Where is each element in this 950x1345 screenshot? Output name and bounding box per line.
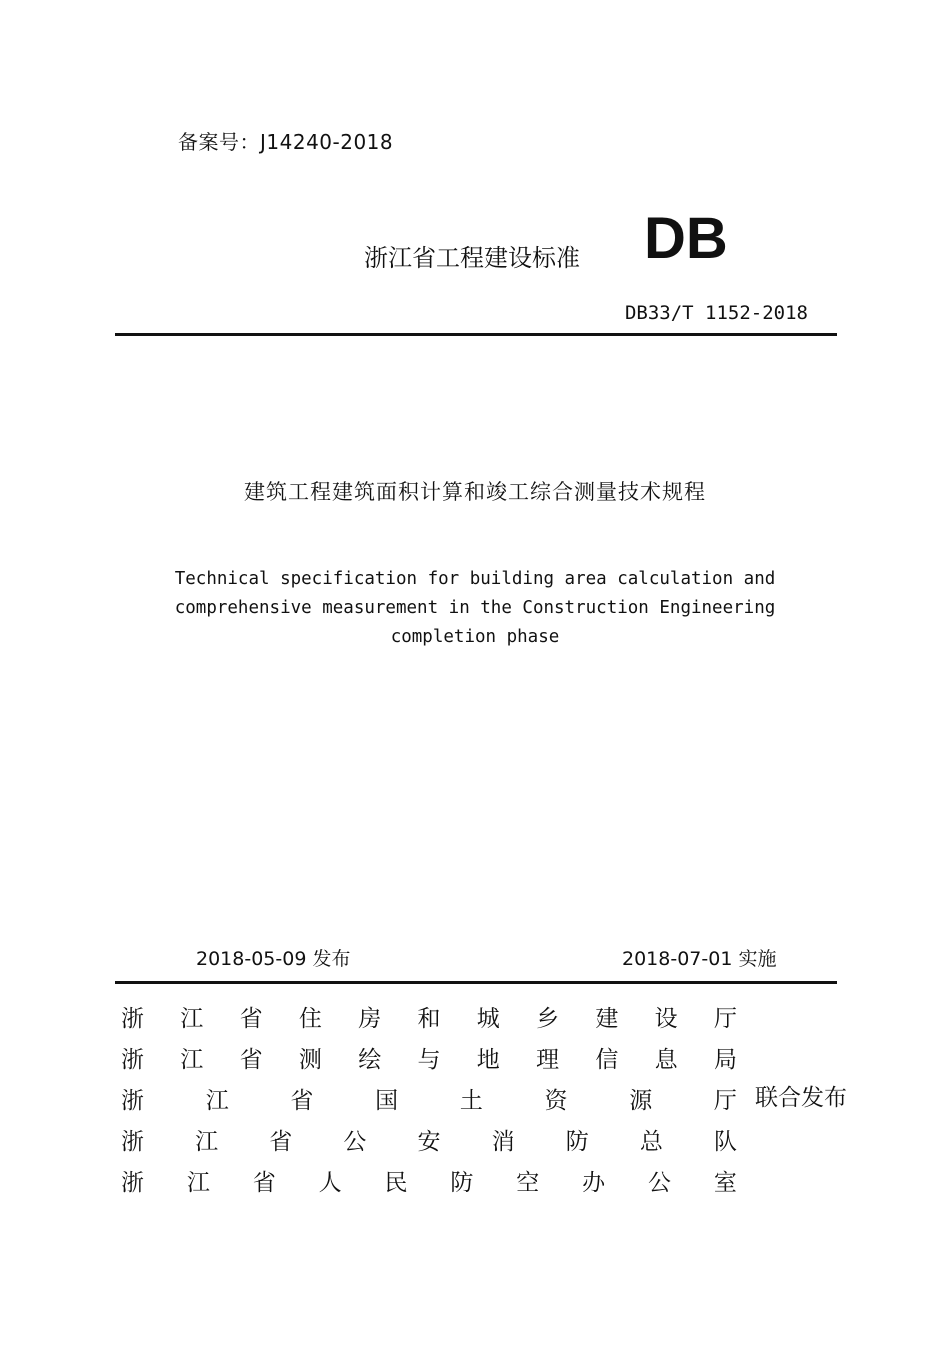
publisher-list: [121, 996, 737, 1201]
publisher-char: 人: [318, 1170, 342, 1196]
publisher-char: 省: [290, 1088, 314, 1114]
publisher-char: 信: [595, 1047, 619, 1073]
publisher-char: 厅: [713, 1006, 737, 1032]
publisher-char: 局: [713, 1047, 737, 1073]
publisher-char: 省: [239, 1006, 263, 1032]
publisher-char: 浙: [121, 1006, 144, 1032]
document-title-chinese: 建筑工程建筑面积计算和竣工综合测量技术规程: [244, 480, 706, 504]
english-title-line: Technical specification for building area calculation and: [174, 569, 776, 589]
publisher-row: [121, 996, 737, 1037]
top-divider: [115, 333, 837, 336]
standard-code: DB33/T 1152-2018: [624, 302, 808, 324]
publisher-char: 安: [417, 1129, 441, 1155]
issue-date: 2018-05-09 发布: [196, 948, 351, 970]
publisher-row: [121, 1037, 737, 1078]
publisher-char: 浙: [121, 1047, 144, 1073]
implementation-date: 2018-07-01 实施: [622, 948, 777, 970]
publisher-char: 乡: [536, 1006, 560, 1032]
publisher-char: 理: [536, 1047, 560, 1073]
publisher-char: 省: [252, 1170, 276, 1196]
english-title-line: completion phase: [390, 627, 560, 647]
joint-release-label: 联合发布: [755, 1085, 847, 1111]
publisher-char: 防: [565, 1129, 589, 1155]
publisher-char: 源: [629, 1088, 653, 1114]
publisher-char: 江: [195, 1129, 219, 1155]
publisher-row: [121, 1078, 737, 1119]
publisher-char: 房: [358, 1006, 382, 1032]
publisher-char: 浙: [121, 1129, 144, 1155]
standard-category: 浙江省工程建设标准: [364, 244, 580, 272]
publisher-char: 城: [476, 1006, 500, 1032]
publisher-char: 和: [417, 1006, 441, 1032]
publisher-char: 浙: [121, 1170, 144, 1196]
publisher-char: 建: [595, 1006, 619, 1032]
publisher-char: 国: [375, 1088, 399, 1114]
publisher-char: 省: [269, 1129, 293, 1155]
publisher-char: 土: [459, 1088, 483, 1114]
publisher-char: 公: [648, 1170, 671, 1196]
publisher-char: 浙: [121, 1088, 144, 1114]
publisher-char: 省: [239, 1047, 263, 1073]
publisher-char: 江: [205, 1088, 229, 1114]
publisher-row: [121, 1160, 737, 1201]
publisher-char: 厅: [713, 1088, 737, 1114]
publisher-char: 住: [298, 1006, 322, 1032]
publisher-char: 江: [186, 1170, 210, 1196]
publisher-char: 总: [639, 1129, 663, 1155]
record-number: 备案号：J14240-2018: [178, 130, 394, 154]
publisher-char: 民: [384, 1170, 408, 1196]
publisher-char: 公: [343, 1129, 367, 1155]
publisher-char: 资: [544, 1088, 568, 1114]
publisher-char: 队: [714, 1129, 737, 1155]
db-logo: DB: [644, 206, 728, 271]
publisher-char: 绘: [358, 1047, 382, 1073]
publisher-char: 空: [516, 1170, 540, 1196]
publisher-char: 设: [654, 1006, 678, 1032]
publisher-char: 江: [180, 1006, 204, 1032]
publisher-char: 息: [654, 1047, 678, 1073]
publisher-char: 办: [582, 1170, 606, 1196]
publisher-char: 与: [417, 1047, 441, 1073]
publisher-char: 地: [476, 1047, 500, 1073]
publisher-char: 江: [180, 1047, 204, 1073]
publisher-row: [121, 1119, 737, 1160]
bottom-divider: [115, 981, 837, 984]
publisher-char: 室: [713, 1170, 737, 1196]
publisher-char: 测: [298, 1047, 322, 1073]
publisher-char: 防: [450, 1170, 474, 1196]
publisher-char: 消: [491, 1129, 515, 1155]
english-title-line: comprehensive measurement in the Construction Engineering: [174, 598, 776, 618]
document-title-english: [0, 565, 950, 652]
